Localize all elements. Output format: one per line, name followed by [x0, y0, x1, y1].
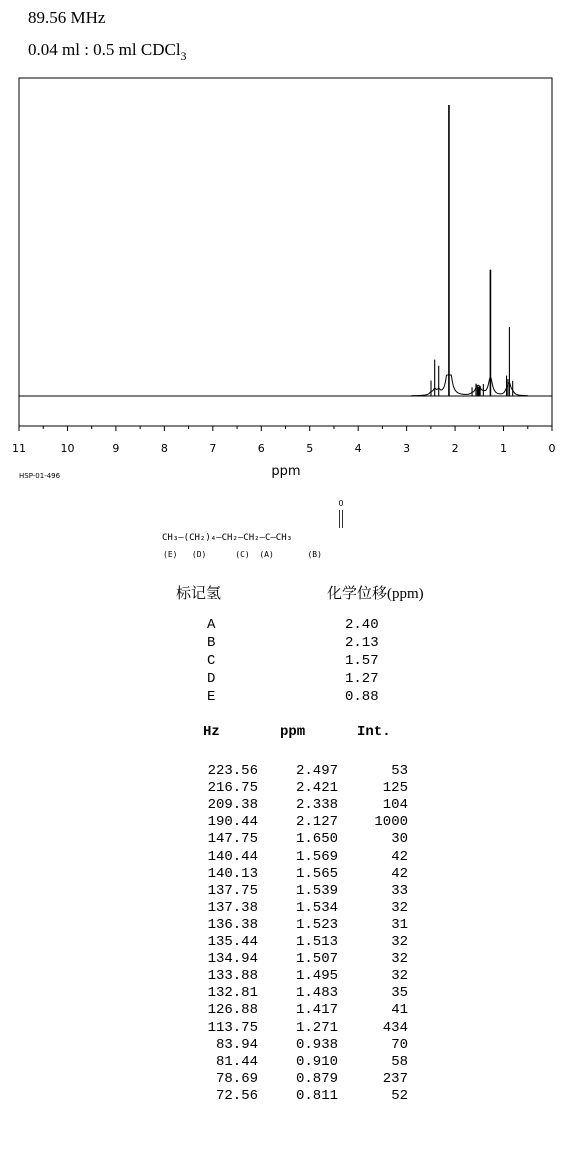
peak-int: 33 [391, 882, 408, 899]
peak-ppm: 0.811 [295, 1087, 338, 1104]
peak-hz: 126.88 [207, 1002, 258, 1019]
peak-col-int: Int. [357, 724, 391, 740]
peak-row [0, 883, 570, 900]
carbonyl-oxygen: O [338, 499, 344, 508]
x-tick-label: 4 [354, 442, 362, 455]
x-tick-label: 9 [112, 442, 120, 455]
peak-ppm: 1.569 [295, 848, 338, 865]
peak-int: 32 [391, 951, 408, 968]
sample-subscript: 3 [180, 49, 187, 63]
structure-formula: CH₃—(CH₂)₄—CH₂—CH₂—C—CH₃ [162, 533, 293, 543]
x-tick-label: 0 [548, 442, 556, 455]
spectrum-peaks [431, 105, 513, 396]
peak-int: 41 [391, 1002, 408, 1019]
peak-row [0, 900, 570, 917]
peak-col-ppm: ppm [280, 724, 306, 740]
assignment-label: C [207, 653, 216, 669]
x-tick-label: 2 [451, 442, 459, 455]
peak-int: 237 [382, 1070, 408, 1087]
assignment-shift: 2.40 [345, 617, 379, 633]
peak-row [0, 968, 570, 985]
peak-ppm: 2.127 [295, 814, 338, 831]
peak-hz: 83.94 [215, 1036, 258, 1053]
assignment-row [0, 671, 570, 689]
peak-hz: 209.38 [207, 797, 258, 814]
peak-hz: 113.75 [207, 1019, 258, 1036]
peak-hz: 78.69 [215, 1070, 258, 1087]
peak-int: 32 [391, 968, 408, 985]
peak-ppm: 1.523 [295, 916, 338, 933]
peak-hz: 140.13 [207, 865, 258, 882]
assignment-label: A [207, 617, 216, 633]
nmr-spectrum-chart [0, 0, 570, 560]
assignment-row [0, 635, 570, 653]
peak-hz: 133.88 [207, 968, 258, 985]
structure-labels: (E) (D) (C) (A) (B) [163, 550, 322, 559]
peak-hz: 190.44 [207, 814, 258, 831]
peak-hz: 72.56 [215, 1087, 258, 1104]
peak-ppm: 1.483 [295, 985, 338, 1002]
x-tick-label: 6 [257, 442, 265, 455]
peak-row [0, 1002, 570, 1019]
assignment-shift: 2.13 [345, 635, 379, 651]
peak-row [0, 763, 570, 780]
x-tick-label: 1 [500, 442, 508, 455]
assignment-label: D [207, 671, 216, 687]
x-axis-label: ppm [271, 464, 301, 479]
x-axis-ticks [12, 426, 556, 455]
peak-int: 31 [391, 916, 408, 933]
peak-row [0, 1037, 570, 1054]
peak-int: 30 [391, 831, 408, 848]
peak-ppm: 1.534 [295, 899, 338, 916]
assignment-label-header: 标记氢 [176, 586, 222, 602]
peak-row [0, 814, 570, 831]
assignment-shift: 1.27 [345, 671, 379, 687]
peak-ppm: 2.497 [295, 763, 338, 779]
assignment-shift: 0.88 [345, 689, 379, 705]
x-tick-label: 3 [403, 442, 411, 455]
assignment-shift: 1.57 [345, 653, 379, 669]
x-tick-label: 7 [209, 442, 217, 455]
peak-int: 42 [391, 865, 408, 882]
peak-int: 434 [382, 1019, 408, 1036]
peak-ppm: 1.417 [295, 1002, 338, 1019]
peak-int: 125 [382, 780, 408, 797]
peak-int: 104 [382, 797, 408, 814]
peak-hz: 137.38 [207, 899, 258, 916]
assignment-row [0, 653, 570, 671]
peak-row [0, 934, 570, 951]
x-tick-label: 11 [12, 442, 26, 455]
peak-row [0, 1020, 570, 1037]
peak-hz: 136.38 [207, 916, 258, 933]
assignment-label: E [207, 689, 216, 705]
peak-hz: 216.75 [207, 780, 258, 797]
peak-ppm: 2.421 [295, 780, 338, 797]
peak-ppm: 0.879 [295, 1070, 338, 1087]
peak-ppm: 1.271 [295, 1019, 338, 1036]
spectrum-code: HSP-01-496 [19, 472, 61, 480]
peak-int: 52 [391, 1087, 408, 1104]
peak-int: 32 [391, 934, 408, 950]
x-tick-label: 8 [160, 442, 168, 455]
peak-hz: 147.75 [207, 831, 258, 848]
peak-hz: 140.44 [207, 848, 258, 865]
peak-row [0, 866, 570, 883]
multiplet-envelope [411, 375, 527, 396]
sample-text: 0.04 ml : 0.5 ml CDCl [28, 40, 181, 59]
peak-hz: 137.75 [207, 882, 258, 899]
assignment-shift-header: 化学位移(ppm) [327, 586, 424, 602]
peak-ppm: 0.910 [295, 1053, 338, 1070]
peak-hz: 223.56 [207, 763, 258, 779]
peak-int: 32 [391, 899, 408, 916]
peak-row [0, 917, 570, 934]
peak-row [0, 1088, 570, 1105]
peak-int: 1000 [374, 814, 408, 831]
x-tick-label: 10 [60, 442, 75, 455]
peak-hz: 135.44 [207, 934, 258, 950]
peak-row [0, 831, 570, 848]
peak-ppm: 1.565 [295, 865, 338, 882]
assignment-row [0, 689, 570, 707]
assignment-row [0, 617, 570, 635]
peak-hz: 81.44 [215, 1053, 258, 1070]
peak-hz: 132.81 [207, 985, 258, 1002]
peak-int: 70 [391, 1036, 408, 1053]
peak-row [0, 1054, 570, 1071]
peak-int: 42 [391, 848, 408, 865]
peak-ppm: 0.938 [295, 1036, 338, 1053]
peak-row [0, 1071, 570, 1088]
peak-row [0, 780, 570, 797]
peak-ppm: 1.539 [295, 882, 338, 899]
x-tick-label: 5 [306, 442, 314, 455]
assignment-label: B [207, 635, 216, 651]
peak-row [0, 849, 570, 866]
peak-row [0, 797, 570, 814]
peak-ppm: 1.513 [295, 934, 338, 950]
peak-row [0, 985, 570, 1002]
peak-row [0, 951, 570, 968]
peak-col-hz: Hz [203, 724, 220, 740]
peak-ppm: 1.495 [295, 968, 338, 985]
plot-frame [19, 78, 552, 426]
peak-hz: 134.94 [207, 951, 258, 968]
peak-int: 58 [391, 1053, 408, 1070]
peak-int: 35 [391, 985, 408, 1002]
peak-int: 53 [391, 763, 408, 779]
peak-ppm: 1.507 [295, 951, 338, 968]
spectrometer-frequency: 89.56 MHz [28, 8, 106, 27]
peak-ppm: 2.338 [295, 797, 338, 814]
peak-ppm: 1.650 [295, 831, 338, 848]
